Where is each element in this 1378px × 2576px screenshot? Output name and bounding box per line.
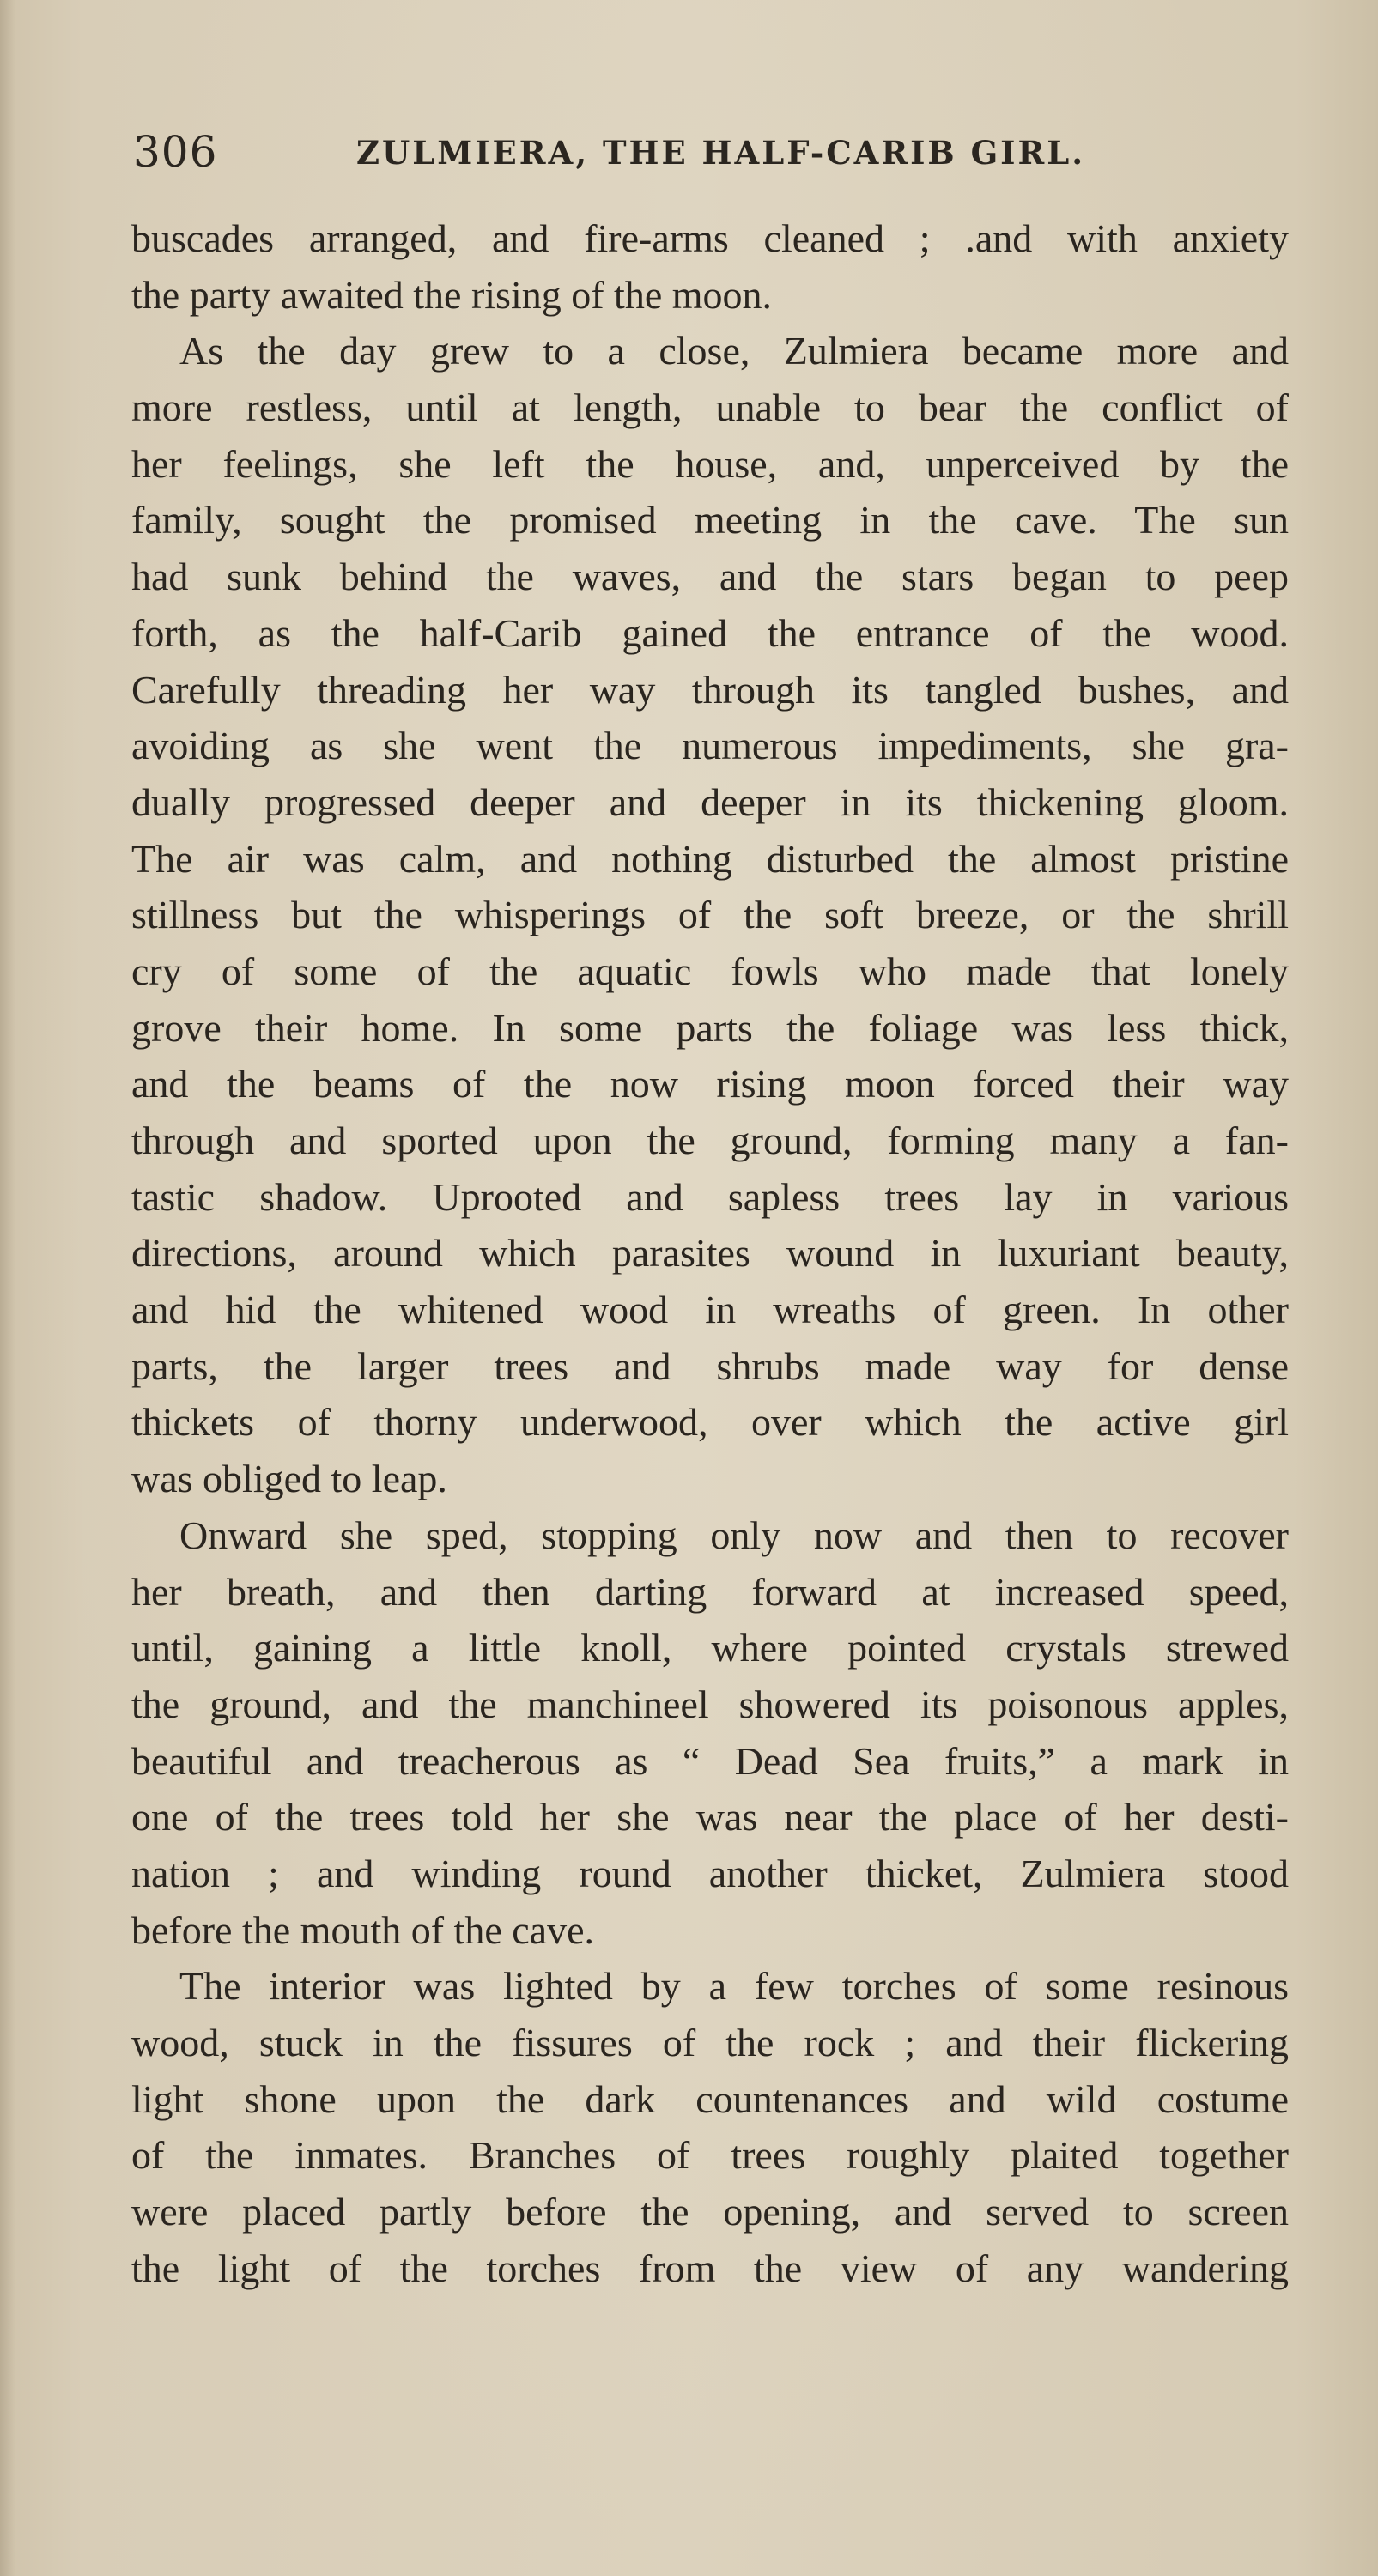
text-line: were placed partly before the opening, and served to screen	[131, 2190, 1289, 2234]
page-gutter-shadow	[0, 0, 15, 2576]
text-line: buscades arranged, and fire-arms cleaned ; .and with anxiety	[131, 216, 1289, 260]
text-line: Carefully threading her way through its tangled bushes, and	[131, 667, 1289, 712]
text-line: the light of the torches from the view of any wandering	[131, 2246, 1289, 2290]
text-line: light shone upon the dark countenances and wild costume	[131, 2076, 1289, 2121]
text-line: of the inmates. Branches of trees roughly plaited together	[131, 2133, 1289, 2178]
text-line: The interior was lighted by a few torches of some resinous	[179, 1964, 1289, 2009]
text-line: had sunk behind the waves, and the stars began to peep	[131, 555, 1289, 599]
text-line: wood, stuck in the fissures of the rock ; and their flickering	[131, 2021, 1289, 2064]
text-line: was obliged to leap.	[131, 1457, 447, 1501]
text-line: forth, as the half-Carib gained the entrance of the wood.	[131, 610, 1289, 655]
text-line: her breath, and then darting forward at increased speed,	[131, 1569, 1289, 1614]
text-line: The air was calm, and nothing disturbed the almost pristine	[131, 836, 1289, 881]
text-line: beautiful and treacherous as “ Dead Sea fruits,” a mark in	[131, 1738, 1289, 1783]
text-line: her feelings, she left the house, and, unperceived by the	[131, 441, 1289, 486]
text-line: directions, around which parasites wound in luxuriant beauty,	[131, 1231, 1289, 1276]
text-line: the ground, and the manchineel showered its poisonous apples,	[131, 1682, 1289, 1726]
text-line: one of the trees told her she was near the place of her desti-	[131, 1795, 1289, 1840]
text-line: family, sought the promised meeting in the cave. The sun	[131, 498, 1289, 542]
text-line: tastic shadow. Uprooted and sapless trees lay in various	[131, 1174, 1289, 1219]
text-line: avoiding as she went the numerous impediments, she gra-	[131, 724, 1289, 768]
running-header	[133, 127, 1292, 187]
text-line: As the day grew to a close, Zulmiera became more and	[179, 329, 1289, 373]
page-number: 306	[133, 127, 218, 177]
text-line: and the beams of the now rising moon forced their way	[131, 1062, 1289, 1106]
text-line: thickets of thorny underwood, over which the active girl	[131, 1400, 1289, 1445]
text-line: before the mouth of the cave.	[131, 1907, 594, 1952]
text-line: stillness but the whisperings of the soft breeze, or the shrill	[131, 893, 1289, 937]
text-line: more restless, until at length, unable to bear the conflict of	[131, 385, 1289, 430]
text-line: through and sported upon the ground, forming many a fan-	[131, 1118, 1289, 1162]
text-line: grove their home. In some parts the foliage was less thick,	[131, 1005, 1289, 1050]
text-line: dually progressed deeper and deeper in its thickening gloom.	[131, 779, 1289, 824]
text-line: and hid the whitened wood in wreaths of green. In other	[131, 1288, 1289, 1332]
text-line: until, gaining a little knoll, where pointed crystals strewed	[131, 1626, 1289, 1670]
text-line: parts, the larger trees and shrubs made way for dense	[131, 1343, 1289, 1388]
text-line: nation ; and winding round another thicket, Zulmiera stood	[131, 1851, 1289, 1895]
running-title: ZULMIERA, THE HALF-CARIB GIRL.	[356, 134, 1086, 172]
body-text	[131, 210, 1289, 2296]
text-line: Onward she sped, stopping only now and then to recover	[179, 1512, 1289, 1557]
text-line: the party awaited the rising of the moon.	[131, 272, 773, 317]
text-line: cry of some of the aquatic fowls who made that lonely	[131, 949, 1289, 993]
